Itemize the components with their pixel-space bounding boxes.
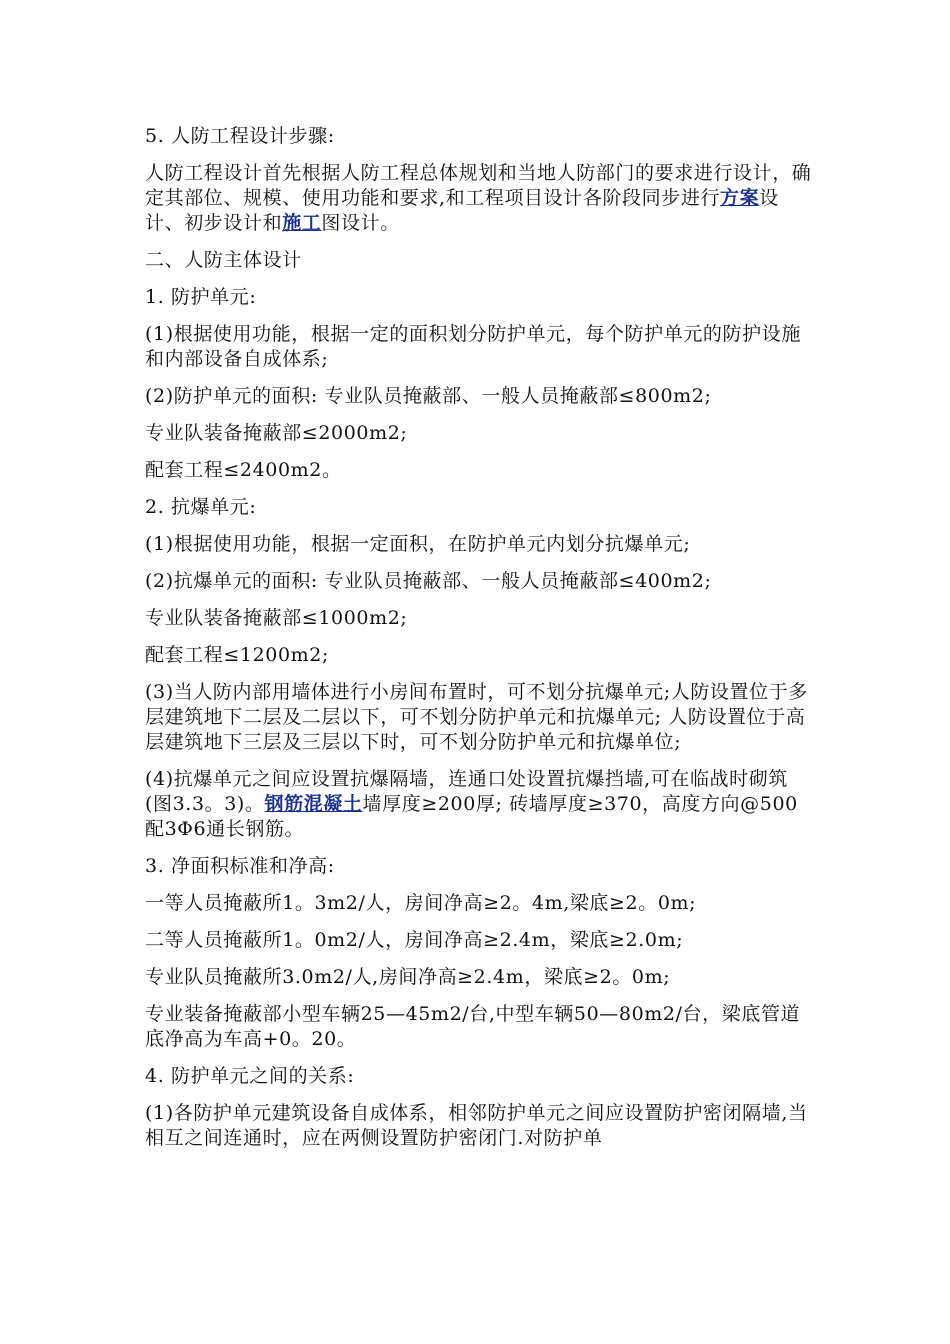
section-5-title: 5. 人防工程设计步骤: (145, 125, 335, 147)
paragraph-text-a: (4)抗爆单元之间应设置抗爆隔墙，连通口处设置抗爆挡墙,可在临战时砌筑(图3.3。3)。 (145, 768, 788, 815)
heading-net-area: 3. 净面积标准和净高: (145, 855, 335, 877)
paragraph-text-b: 墙厚度≥200厚; 砖墙厚度≥370，高度方向@500配3Φ6通长钢筋。 (145, 793, 798, 840)
paragraph: 一等人员掩蔽所1。3m2/人，房间净高≥2。4m,梁底≥2。0m; (145, 892, 697, 914)
paragraph-with-link (145, 767, 815, 842)
section-5-body (145, 161, 815, 236)
paragraph: (1)根据使用功能，根据一定面积，在防护单元内划分抗爆单元; (145, 533, 691, 555)
document-page (145, 124, 815, 1163)
scheme-link[interactable]: 方案 (720, 187, 760, 209)
paragraph: (2)抗爆单元的面积: 专业队员掩蔽部、一般人员掩蔽部≤400m2; (145, 570, 712, 592)
paragraph: (3)当人防内部用墙体进行小房间布置时，可不划分抗爆单元;人防设置位于多层建筑地下二层及二层以下，可不划分防护单元和抗爆单元; 人防设置位于高层建筑地下三层及三层以下时，可不划分防护单元和抗爆单位; (145, 681, 808, 753)
paragraph: (1)根据使用功能，根据一定的面积划分防护单元，每个防护单元的防护设施和内部设备自成体系; (145, 323, 801, 370)
paragraph: 专业装备掩蔽部小型车辆25—45m2/台,中型车辆50—80m2/台，梁底管道底净高为车高+0。20。 (145, 1003, 801, 1050)
heading-unit-relations: 4. 防护单元之间的关系: (145, 1065, 355, 1087)
paragraph: 专业队员掩蔽所3.0m2/人,房间净高≥2.4m，梁底≥2。0m; (145, 966, 671, 988)
paragraph: 配套工程≤1200m2; (145, 644, 329, 666)
part-2-title: 二、人防主体设计 (145, 249, 302, 271)
section-5-text-a: 人防工程设计首先根据人防工程总体规划和当地人防部门的要求进行设计，确定其部位、规模、使用功能和要求,和工程项目设计各阶段同步进行 (145, 162, 812, 209)
heading-blast-unit: 2. 抗爆单元: (145, 496, 257, 518)
reinforced-concrete-link[interactable]: 钢筋混凝土 (264, 793, 363, 815)
heading-protection-unit: 1. 防护单元: (145, 286, 257, 308)
paragraph: (2)防护单元的面积: 专业队员掩蔽部、一般人员掩蔽部≤800m2; (145, 385, 712, 407)
section-5-text-b: 设计、初步设计和 (145, 187, 779, 234)
paragraph: 配套工程≤2400m2。 (145, 459, 342, 481)
paragraph: 专业队装备掩蔽部≤1000m2; (145, 607, 408, 629)
paragraph: (1)各防护单元建筑设备自成体系，相邻防护单元之间应设置防护密闭隔墙,当相互之间连通时，应在两侧设置防护密闭门.对防护单 (145, 1102, 808, 1149)
paragraph: 专业队装备掩蔽部≤2000m2; (145, 422, 408, 444)
construction-link[interactable]: 施工 (282, 212, 322, 234)
paragraph: 二等人员掩蔽所1。0m2/人，房间净高≥2.4m，梁底≥2.0m; (145, 929, 684, 951)
section-5-text-c: 图设计。 (321, 212, 400, 234)
